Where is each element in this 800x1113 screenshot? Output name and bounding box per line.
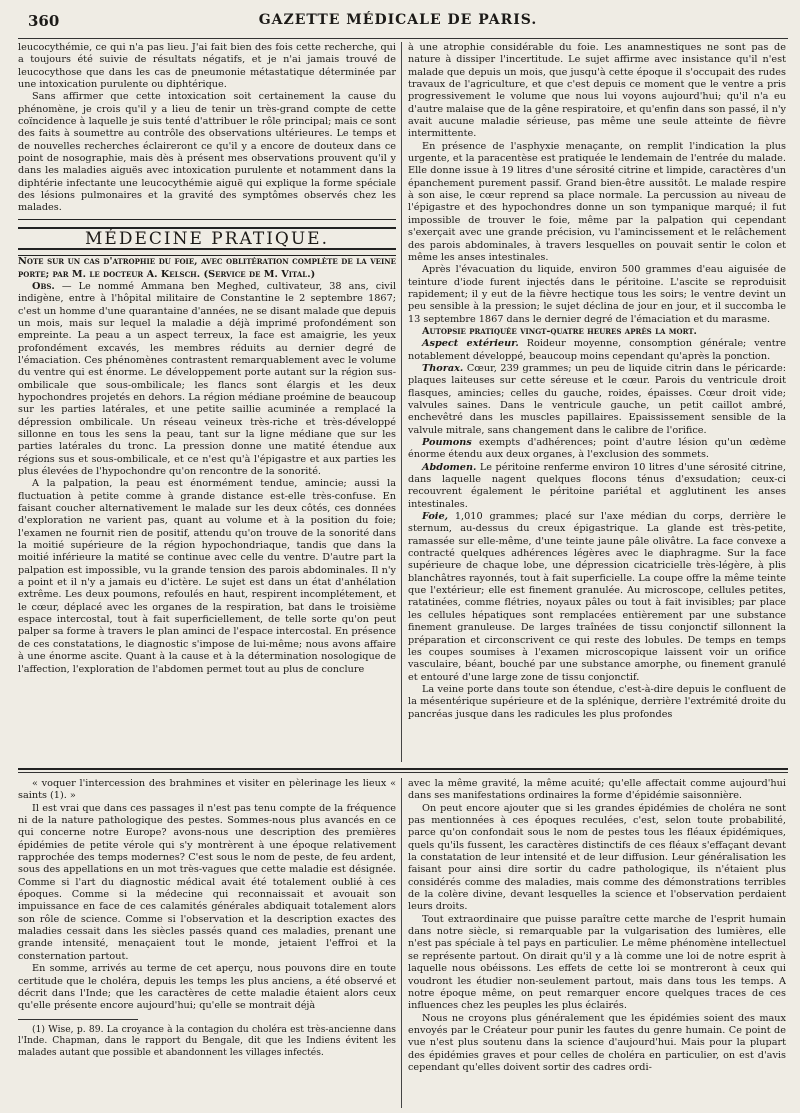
autopsie-line: Autopsie pratiquée vingt-quatre heures après la mort. <box>422 325 697 337</box>
paragraph: En somme, arrivés au terme de cet aperçu, nous pouvons dire en toute certitude que le choléra, depuis les temps les plus anciens, a été observé et décrit dans l'Inde; que les caractères de cette maladie étaient alors ceux qu'elle présente encore aujourd'hui; qu'elle se montrait déjà <box>18 963 396 1012</box>
paragraph: En présence de l'asphyxie menaçante, on remplit l'indication la plus urgente, et la paracentèse est pratiquée le lendemain de l'entrée du malade. Elle donne issue à 19 litres d'une sérosité citrine et limpide, caractères d'un épanchement purement passif. Grand bien-être aussitôt. Le malade respire à son aise, le cœur reprend sa place normale. La percussion au niveau de l'épigastre et des hypochondres donne un son tympanique marqué; il fut impossible de trouver le foie, même par la palpation qui cependant s'exerçait avec une grande précision, vu l'amincissement et le relâchement des parois abdominales, à travers lesquelles on pouvait sentir le colon et même les anses intestinales. <box>408 140 786 263</box>
poumons-text: exempts d'adhérences; point d'autre lésion qu'un œdème énorme étendu aux deux organes, à l'exclusion des sommets. <box>408 437 786 461</box>
foie-text: 1,010 grammes; placé sur l'axe médian du corps, derrière le sternum, au-dessus du creux épigastrique. La glande est très-petite, ramassée sur elle-même, d'une teinte jaune pâle olivâtre. La face convexe a contracté quelques adhérences légères avec le diaphragme. Sur la face supérieure de chaque lobe, une dépression cicatricielle très-légère, à plis blanchâtres rayonnés, tout à fait superficielle. La coupe offre la même teinte que l'extérieur; elle est finement granulée. Au microscope, cellules petites, ratatinées, comme flétries, noyaux pâles ou tout à fait invisibles; par place les cellules hépatiques sont remplacées entièrement par une substance finement granuleuse. De larges traînées de tissu conjonctif sillonnent la préparation et circonscrivent ce qui reste des lobules. De temps en temps les coupes soumises à l'examen microscopique laissent voir un orifice vasculaire, béant, bouché par une substance amorphe, ou finement granulé et entouré d'une large zone de tissu conjonctif. <box>408 511 786 683</box>
paragraph <box>408 363 786 437</box>
paragraph <box>408 437 786 462</box>
abdomen-text: Le péritoine renferme environ 10 litres d'une sérosité citrine, dans laquelle nagent quelques flocons ténus d'exsudation; ceux-ci recouvrent également le péritoine pariétal et agglutinent les anses intestinales. <box>408 461 786 510</box>
aspect-label: Aspect extérieur. <box>422 338 519 350</box>
paragraph: avec la même gravité, la même acuité; qu'elle affectait comme aujourd'hui dans ses manifestations ordinaires la forme d'épidémie saisonnière. <box>408 778 786 802</box>
column-rule <box>401 778 402 1108</box>
top-right-column <box>408 42 786 762</box>
obs-label: Obs. <box>32 280 55 292</box>
paragraph: Il est vrai que dans ces passages il n'est pas tenu compte de la fréquence ni de la nature pathologique des pestes. Sommes-nous plus avancés en ce qui concerne notre Europe? avons-nous une description des premières épidémies de petite vérole qui s'y montrèrent à une époque relativement rapprochée des temps modernes? C'est sous le nom de peste, de feu ardent, sous des appellations en un mot très-vagues que cette maladie est désignée. Comme si l'art du diagnostic médical avait été totalement oublié à ces époques. Comme si la médecine qui reconnaissait et avouait son impuissance en face de ces calamités générales abdiquait totalement alors son rôle de science. Comme si l'observation et la description exactes des maladies cessait dans les siècles passés quand ces maladies, prenant une grande intensité, menaçaient tout le monde, jetaient l'effroi et la consternation partout. <box>18 802 396 962</box>
page-number: 360 <box>28 12 60 30</box>
footnote: (1) Wise, p. 89. La croyance à la contagion du choléra est très-ancienne dans l'Inde. Chapman, dans le rapport du Bengale, dit que les Indiens évitent les malades autant que possible et abandonnent les villages infectés. <box>18 1023 396 1059</box>
thorax-text: Cœur, 239 grammes; un peu de liquide citrin dans le péricarde: plaques laiteuses sur cette séreuse et le cœur. Parois du ventricule droit flasques, amincies; celles du gauche, roides, épaisses. Cœur droit vide; valvules saines. Dans le ventricule gauche, un petit caillot ambré, enchevêtré dans les muscles papillaires. Epaississement sensible de la valvule mitrale, sans changement dans le calibre de l'orifice. <box>408 362 786 436</box>
paragraph: A la palpation, la peau est énormément tendue, amincie; aussi la fluctuation à petite comme à grande distance est-elle très-confuse. En faisant coucher alternativement le malade sur les deux côtés, ces données d'exploration ne varient pas, quant au volume et à la position du foie; l'examen ne fournit rien de positif, attendu qu'on trouve de la sonorité dans la moitié supérieure de la région hypochondriaque, tandis que dans la moitié inférieure la matité se continue avec celle du ventre. D'autre part la palpation est impossible, vu la grande tension des parois abdominales. Il n'y a point et il n'y a jamais eu d'ictère. Le sujet est dans un état d'anhélation extrême. Les deux poumons, refoulés en haut, respirent incomplétement, et le cœur, déplacé avec les organes de la respiration, bat dans le troisième espace intercostal, tout à fait superficiellement, de telle sorte qu'on peut palper sa forme à travers le plan aminci de l'espace intercostal. En présence de ces constatations, le diagnostic s'impose de lui-même; nous avons affaire à une énorme ascite. Quant à la cause et à la détermination nosologique de l'affection, l'exploration de l'abdomen permet tout au plus de conclure <box>18 478 396 675</box>
thorax-label: Thorax. <box>422 362 464 374</box>
bottom-left-column <box>18 778 396 1108</box>
page-header <box>10 8 786 34</box>
abdomen-label: Abdomen. <box>422 461 477 473</box>
top-left-column <box>18 42 396 762</box>
foie-label: Foie, <box>422 511 449 523</box>
article-heading: Note sur un cas d'atrophie du foie, avec oblitération complète de la veine porte; par M. le docteur A. Kelsch. (Service de M. Vital.) <box>18 256 396 280</box>
bottom-right-column <box>408 778 786 1108</box>
paragraph: à une atrophie considérable du foie. Les anamnestiques ne sont pas de nature à dissiper l'incertitude. Le sujet affirme avec insistance qu'il n'est malade que depuis un mois, que jusqu'à cette époque il s'occupait des rudes travaux de l'agriculture, et que c'est depuis ce moment que le ventre a pris progressivement le volume que nous lui voyons aujourd'hui; qu'il n'a eu d'autre malaise que de la gêne respiratoire, et qu'enfin dans son passé, il n'y avait aucune maladie sérieuse, pas même une seule atteinte de fièvre intermittente. <box>408 42 786 140</box>
paragraph: « voquer l'intercession des brahmines et visiter en pèlerinage les lieux « saints (1). » <box>18 778 396 802</box>
header-rule <box>18 38 788 39</box>
column-rule <box>401 42 402 762</box>
paragraph <box>408 511 786 684</box>
footnote-rule <box>18 1019 138 1020</box>
section-title: MÉDECINE PRATIQUE. <box>18 227 396 250</box>
journal-title: GAZETTE MÉDICALE DE PARIS. <box>258 12 538 28</box>
paragraph: La veine porte dans toute son étendue, c'est-à-dire depuis le confluent de la mésentérique supérieure et de la splénique, derrière l'extrémité droite du pancréas jusque dans les radicules les plus profondes <box>408 683 786 720</box>
poumons-label: Poumons <box>422 437 472 448</box>
paragraph <box>18 281 396 479</box>
paragraph: Sans affirmer que cette intoxication soit certainement la cause du phénomène, je crois qu'il y a lieu de tenir un très-grand compte de cette coïncidence à laquelle je suis tenté d'attribuer le rôle principal; mais ce sont des faits à soumettre au contrôle des observations ultérieures. Le temps et de nouvelles recherches éclaireront ce qu'il y a encore de douteux dans ce point de nosographie, mais dès à présent mes observations prouvent qu'il y dans les maladies aiguës avec intoxication purulente et notamment dans la diphtérie infectante une leucocythémie aiguë qui explique la forme spéciale des lésions pulmonaires et la gravité des symptômes observés chez les malades. <box>18 91 396 214</box>
paragraph <box>408 338 786 363</box>
feuilleton-rule <box>18 768 788 770</box>
feuilleton-rule-thin <box>18 772 788 773</box>
paragraph: Tout extraordinaire que puisse paraître cette marche de l'esprit humain dans notre siècle, si remarquable par la vulgarisation des lumières, elle n'est pas spéciale à tel pays en particulier. Le même phénomène intellectuel se représente partout. On dirait qu'il y a là comme une loi de notre esprit à laquelle nous obéissons. Les effets de cette loi se montreront à ceux qui voudront les étudier non-seulement partout, mais dans tous les temps. A notre époque même, on peut remarquer encore quelques traces de ces influences chez les peuples les plus éclairés. <box>408 913 786 1012</box>
paragraph: Nous ne croyons plus généralement que les épidémies soient des maux envoyés par le Créateur pour punir les fautes du genre humain. Ce point de vue n'est plus soutenu dans la science d'aujourd'hui. Mais pour la plupart des épidémies graves et pour celles de choléra en particulier, on est d'avis cependant qu'elles doivent sortir des cadres ordi- <box>408 1012 786 1073</box>
obs-text: — Le nommé Ammana ben Meghed, cultivateur, 38 ans, civil indigène, entre à l'hôpital militaire de Constantine le 2 septembre 1867; c'est un homme d'une quarantaine d'années, ne se disant malade que depuis un mois, mais sur lequel la maladie a déjà imprimé profondément son empreinte. La peau a un aspect terreux, la face est amaigrie, les yeux profondément excavés, les membres réduits au dernier degré de l'émaciation. Ces phénomènes contrastent remarquablement avec le volume du ventre qui est énorme. Le développement porte autant sur la région sus-ombilicale que sous-ombilicale; les flancs sont élargis et les deux hypochondres projetés en dehors. La région médiane proémine de beaucoup sur les parties latérales, et une petite saillie acuminée a remplacé la dépression ombilicale. Un réseau veineux très-riche et très-développé sillonne en tous les sens la peau, tant sur la ligne médiane que sur les parties latérales du tronc. La pression donne une matité étendue aux régions sus et sous-ombilicale, et ce n'est qu'à l'épigastre et aux parties les plus élevées de l'hypochondre qu'on rencontre de la sonorité. <box>18 280 396 477</box>
paragraph: On peut encore ajouter que si les grandes épidémies de choléra ne sont pas mentionnées à ces époques reculées, c'est, selon toute probabilité, parce qu'on confondait sous le nom de pestes tous les fléaux épidémiques, quels qu'ils fussent, les caractères distinctifs de ces fléaux s'effaçant devant la constatation de leur intensité et de leur diffusion. Leur généralisation les faisant pour ainsi dire sortir du cadre pathologique, ils n'étaient plus considérés comme des maladies, mais comme des démonstrations terribles de la colère divine, devant lesquelles la science et l'observation perdaient leurs droits. <box>408 802 786 913</box>
paragraph <box>408 326 786 338</box>
paragraph <box>408 462 786 511</box>
paragraph: Après l'évacuation du liquide, environ 500 grammes d'eau aiguisée de teinture d'iode furent injectés dans le péritoine. L'ascite se reproduisit rapidement; il y eut de la fièvre hectique tous les soirs; le ventre devint un peu sensible à la pression; le sujet déclina de jour en jour, et il succomba le 13 septembre 1867 dans le dernier degré de l'émaciation et du marasme. <box>408 264 786 325</box>
aspect-text: Roideur moyenne, consomption générale; ventre notablement développé, beaucoup moins cependant qu'après la ponction. <box>408 338 786 362</box>
paragraph: leucocythémie, ce qui n'a pas lieu. J'ai fait bien des fois cette recherche, qui a toujours été suivie de résultats négatifs, et je n'ai jamais trouvé de leucocythose que dans les cas de pneumonie métastatique déterminée par une intoxication purulente ou diphtérique. <box>18 42 396 91</box>
section-banner <box>18 219 396 256</box>
